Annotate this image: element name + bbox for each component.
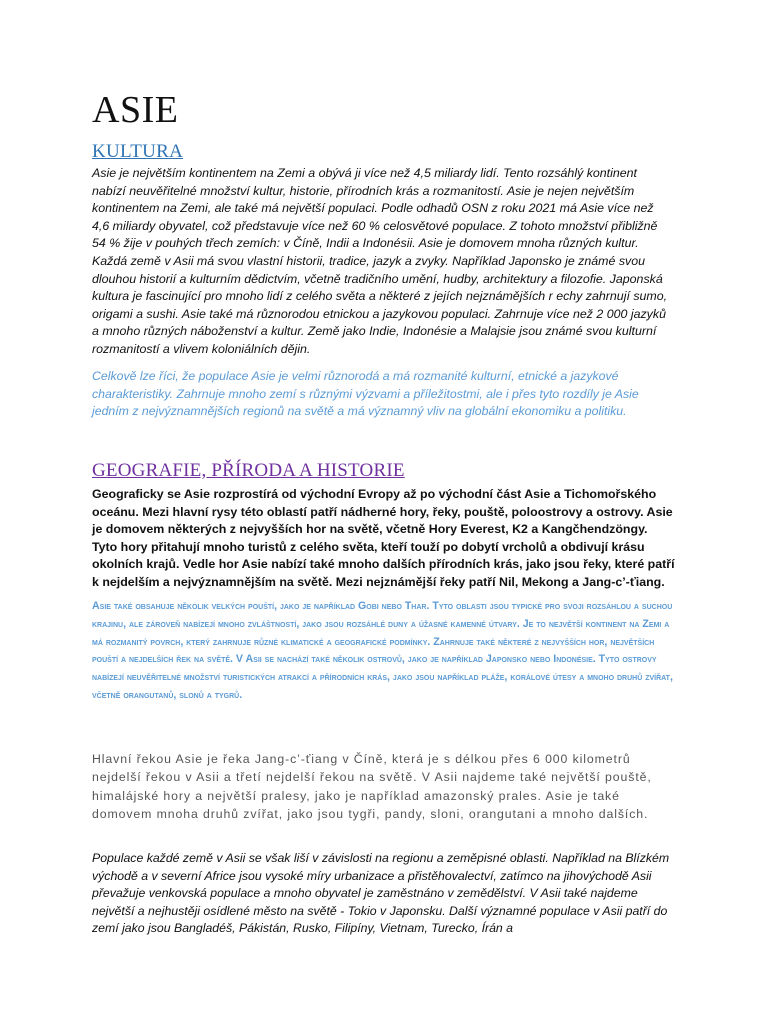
paragraph-pouste: Asie také obsahuje několik velkých pouští, jako je například Gobi nebo Thar. Tyto oblasti jsou typické pro svoji rozsáhlou a suchou krajinu, ale zároveň nabízejí mnoho zvláštností, jako jsou rozsáhlé duny a úžasné kamenné útvary. Je to největší kontinent na Zemi a má rozmanitý povrch, který zahrnuje různé klimatické a geografické podmínky. Zahrnuje také některé z nejvyšších hor, největších pouští a nejdelších řek na světě. V Asii se nachází také několik ostrovů, jako je například Japonsko nebo Indonésie. Tyto ostrovy nabízejí neuvěřitelné množství turistických atrakcí a přírodních krás, jako jsou například pláže, korálové útesy a mnoho druhů zvířat, včetně orangutanů, slonů a tygrů. [92, 600, 673, 701]
paragraph-kultura: Asie je největším kontinentem na Zemi a obývá ji více než 4,5 miliardy lidí. Tento rozsáhlý kontinent nabízí neuvěřitelné množství kultur, historie, přírodních krás a rozmanitostí. Asie je nejen největším kontinentem na Zemi, ale také má největší populaci. Podle odhadů OSN z roku 2021 má Asie více než 4,6 miliardy obyvatel, což představuje více než 60 % celosvětové populace. Z tohoto množství přibližně 54 % žije v pouhých třech zemích: v Číně, Indii a Indonésii. Asie je domovem mnoha různých kultur. Každá země v Asii má svou vlastní historii, tradice, jazyk a zvyky. Například Japonsko je známé svou dlouhou historií a kulturním dědictvím, včetně tradičního umění, hudby, architektury a filozofie. Japonská kultura je fascinující pro mnoho lidí z celého světa a některé z jejích nejznámějších r echy zahrnují sumo, origami a sushi. Asie také má různorodou etnickou a jazykovou populaci. Zahrnuje více než 2 000 jazyků a mnoho různých náboženství a kultur. Země jako Indie, Indonésie a Malajsie jsou známé svou kulturní rozmanitostí a vlivem koloniálních dějin. [92, 166, 668, 356]
document-title: ASIE [92, 89, 179, 131]
paragraph-summary: Celkově lze říci, že populace Asie je velmi různorodá a má rozmanité kulturní, etnické a jazykové charakteristiky. Zahrnuje mnoho zemí s různými výzvami a příležitostmi, ale i přes tyto rozdíly je Asie jedním z nejvýznamnějších regionů na světě a má významný vliv na globální ekonomiku a politiku. [92, 369, 639, 419]
section-heading-kultura: KULTURA [92, 141, 184, 162]
paragraph-populace: Populace každé země v Asii se však liší v závislosti na regionu a zeměpisné oblasti. Například na Blízkém východě a v severní Africe jsou vysoké míry urbanizace a přistěhovalectví, zatímco na jihovýchodě Asii převažuje venkovská populace a mnoho obyvatel je zaměstnáno v zemědělství. V Asii také najdeme největší a nejhustěji osídlené město na světě - Tokio v Japonsku. Další významné populace v Asii patří do zemí jako jsou Bangladéš, Pákistán, Rusko, Filipíny, Vietnam, Turecko, Írán a [92, 851, 670, 936]
section-heading-geografie: GEOGRAFIE, PŘÍRODA A HISTORIE [92, 460, 405, 481]
paragraph-geografie: Geograficky se Asie rozprostírá od východní Evropy až po východní část Asie a Tichomořského oceánu. Mezi hlavní rysy této oblastí patří nádherné hory, řeky, pouště, poloostrovy a ostrovy. Asie je domovem některých z nejvyšších hor na světě, včetně Hory Everest, K2 a Kangčhendzöngy. Tyto hory přitahují mnoho turistů z celého světa, kteří touží po dobytí vrcholů a obdivují krásu okolních krajů. Vedle hor Asie nabízí také mnoho dalších přírodních krás, jako jsou řeky, které patří k nejdelším a nejvýznamnějším na světě. Mezi nejznámější řeky patří Nil, Mekong a Jang-c’-ťiang. [92, 487, 675, 589]
paragraph-reka: Hlavní řekou Asie je řeka Jang-c’-ťiang v Číně, která je s délkou přes 6 000 kilometrů nejdelší řekou v Asii a třetí nejdelší řekou na světě. V Asii najdeme také největší pouště, himalájské hory a největší pralesy, jako je například amazonský prales. Asie je také domovem mnoha druhů zvířat, jako jsou tygři, pandy, sloni, orangutani a mnoho dalších. [92, 752, 652, 822]
